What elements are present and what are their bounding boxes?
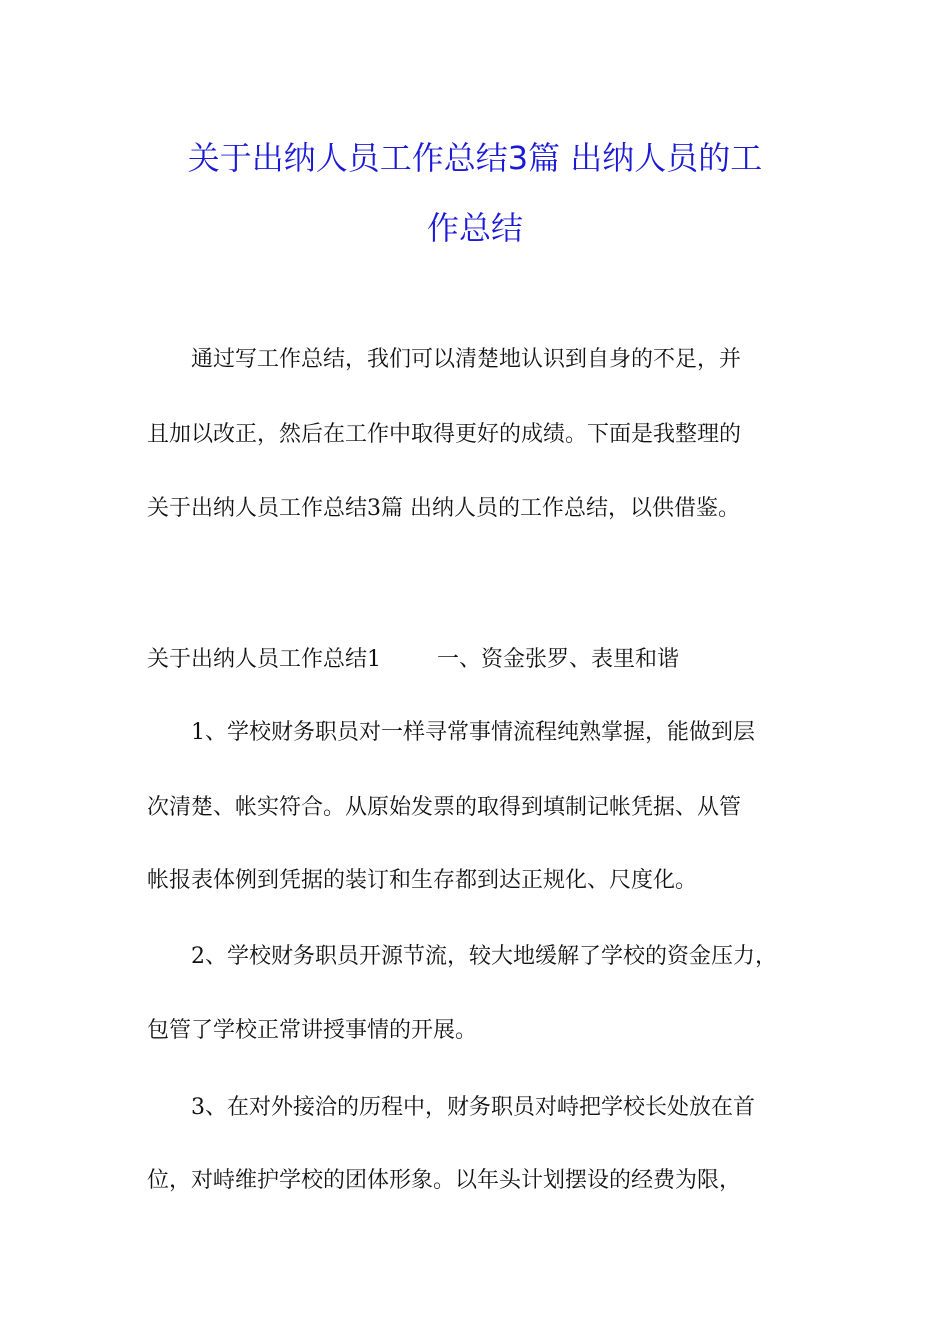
paragraph-3-line-2: 位，对峙维护学校的团体形象。以年头计划摆设的经费为限， [147, 1168, 742, 1193]
section-heading-row [147, 645, 679, 675]
intro-line-3: 关于出纳人员工作总结3篇 出纳人员的工作总结，以供借鉴。 [147, 496, 740, 521]
intro-line-2: 且加以改正，然后在工作中取得更好的成绩。下面是我整理的 [147, 422, 742, 447]
paragraph-3-line-1: 3、在对外接洽的历程中，财务职员对峙把学校长处放在首 [191, 1095, 755, 1120]
paragraph-1-line-1: 1、学校财务职员对一样寻常事情流程纯熟掌握，能做到层 [191, 720, 755, 745]
intro-line-1: 通过写工作总结，我们可以清楚地认识到自身的不足，并 [191, 347, 742, 372]
document-title-line-1: 关于出纳人员工作总结3篇 出纳人员的工 [187, 139, 763, 177]
section-subheading: 一、资金张罗、表里和谐 [437, 647, 680, 672]
document-title-line-2: 作总结 [426, 209, 523, 247]
section-heading: 关于出纳人员工作总结1 [147, 647, 381, 672]
paragraph-1-line-3: 帐报表体例到凭据的装订和生存都到达正规化、尺度化。 [147, 868, 698, 893]
paragraph-2-line-1: 2、学校财务职员开源节流，较大地缓解了学校的资金压力， [191, 944, 777, 969]
paragraph-2-line-2: 包管了学校正常讲授事情的开展。 [147, 1018, 478, 1043]
paragraph-1-line-2: 次清楚、帐实符合。从原始发票的取得到填制记帐凭据、从管 [147, 795, 742, 820]
